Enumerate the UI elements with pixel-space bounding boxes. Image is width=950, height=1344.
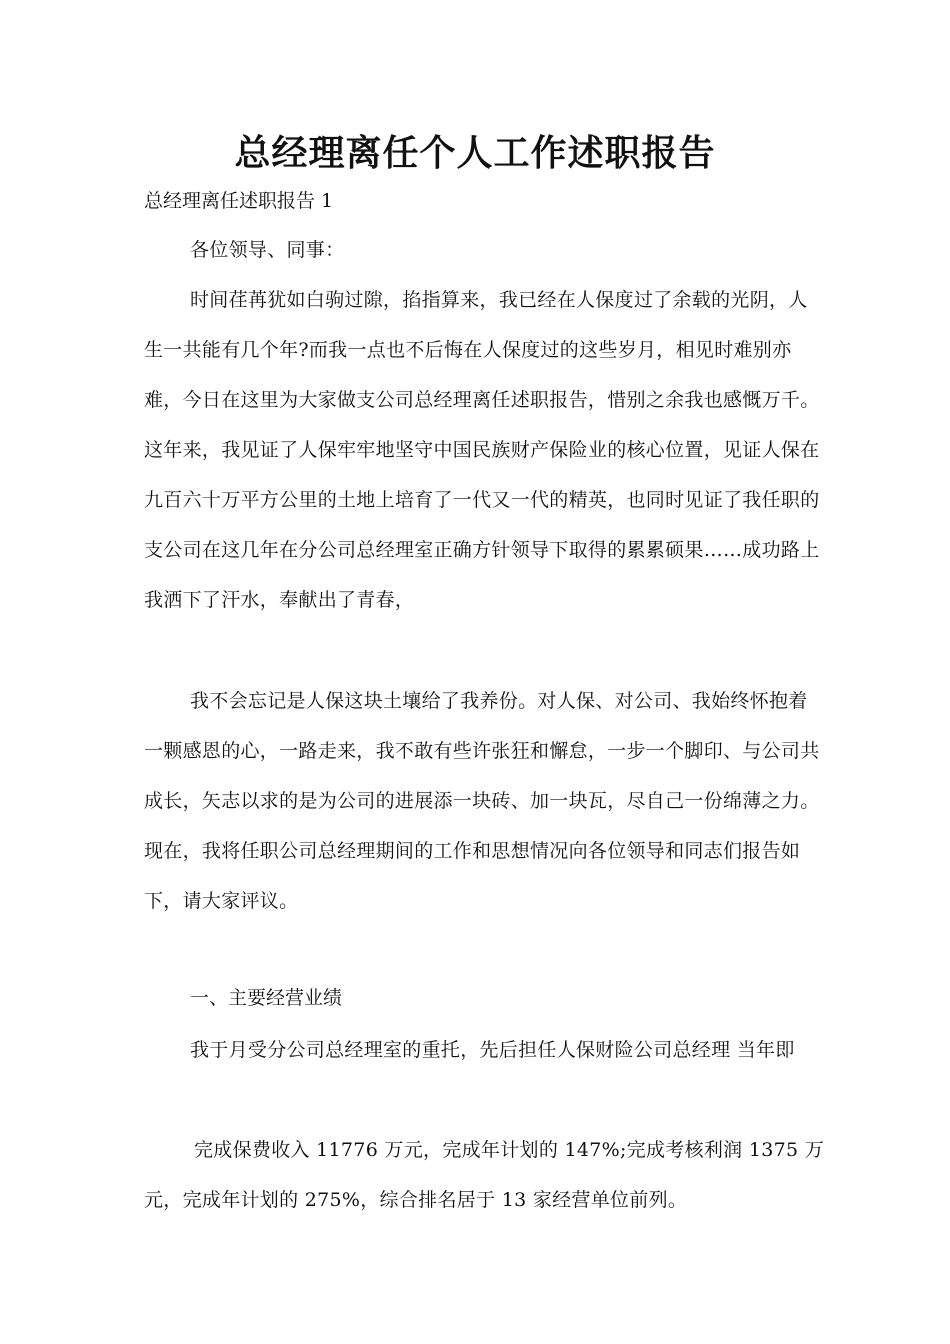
greeting-paragraph: 各位领导、同事： bbox=[190, 239, 345, 261]
section-paragraph-2: 完成保费收入 11776 万元，完成年计划的 147%;完成考核利润 1375 万元，完成年计划的 275%，综合排名居于 13 家经营单位前列。 bbox=[144, 1139, 825, 1211]
body-paragraph-1: 时间荏苒犹如白驹过隙，掐指算来，我已经在人保度过了余载的光阴，人生一共能有几个年?而我一点也不后悔在人保度过的这些岁月，相见时难别亦难，今日在这里为大家做支公司总经理离任述职报告，惜别之余我也感慨万千。这年来，我见证了人保牢牢地坚守中国民族财产保险业的核心位置，见证人保在九百六十万平方公里的土地上培育了一代又一代的精英，也同时见证了我任职的支公司在这几年在分公司总经理室正确方针领导下取得的累累硕果……成功路上我洒下了汗水，奉献出了青春， bbox=[144, 289, 820, 611]
document-subtitle: 总经理离任述职报告 1 bbox=[144, 190, 334, 212]
section-heading: 一、主要经营业绩 bbox=[190, 987, 343, 1009]
document-title: 总经理离任个人工作述职报告 bbox=[234, 133, 716, 174]
section-paragraph-1: 我于月受分公司总经理室的重托，先后担任人保财险公司总经理 当年即 bbox=[190, 1039, 795, 1061]
body-paragraph-2: 我不会忘记是人保这块土壤给了我养份。对人保、对公司、我始终怀抱着一颗感恩的心，一路走来，我不敢有些许张狂和懈怠，一步一个脚印、与公司共成长，矢志以求的是为公司的进展添一块砖、加一块瓦，尽自己一份绵薄之力。现在，我将任职公司总经理期间的工作和思想情况向各位领导和同志们报告如下，请大家评议。 bbox=[144, 690, 820, 912]
